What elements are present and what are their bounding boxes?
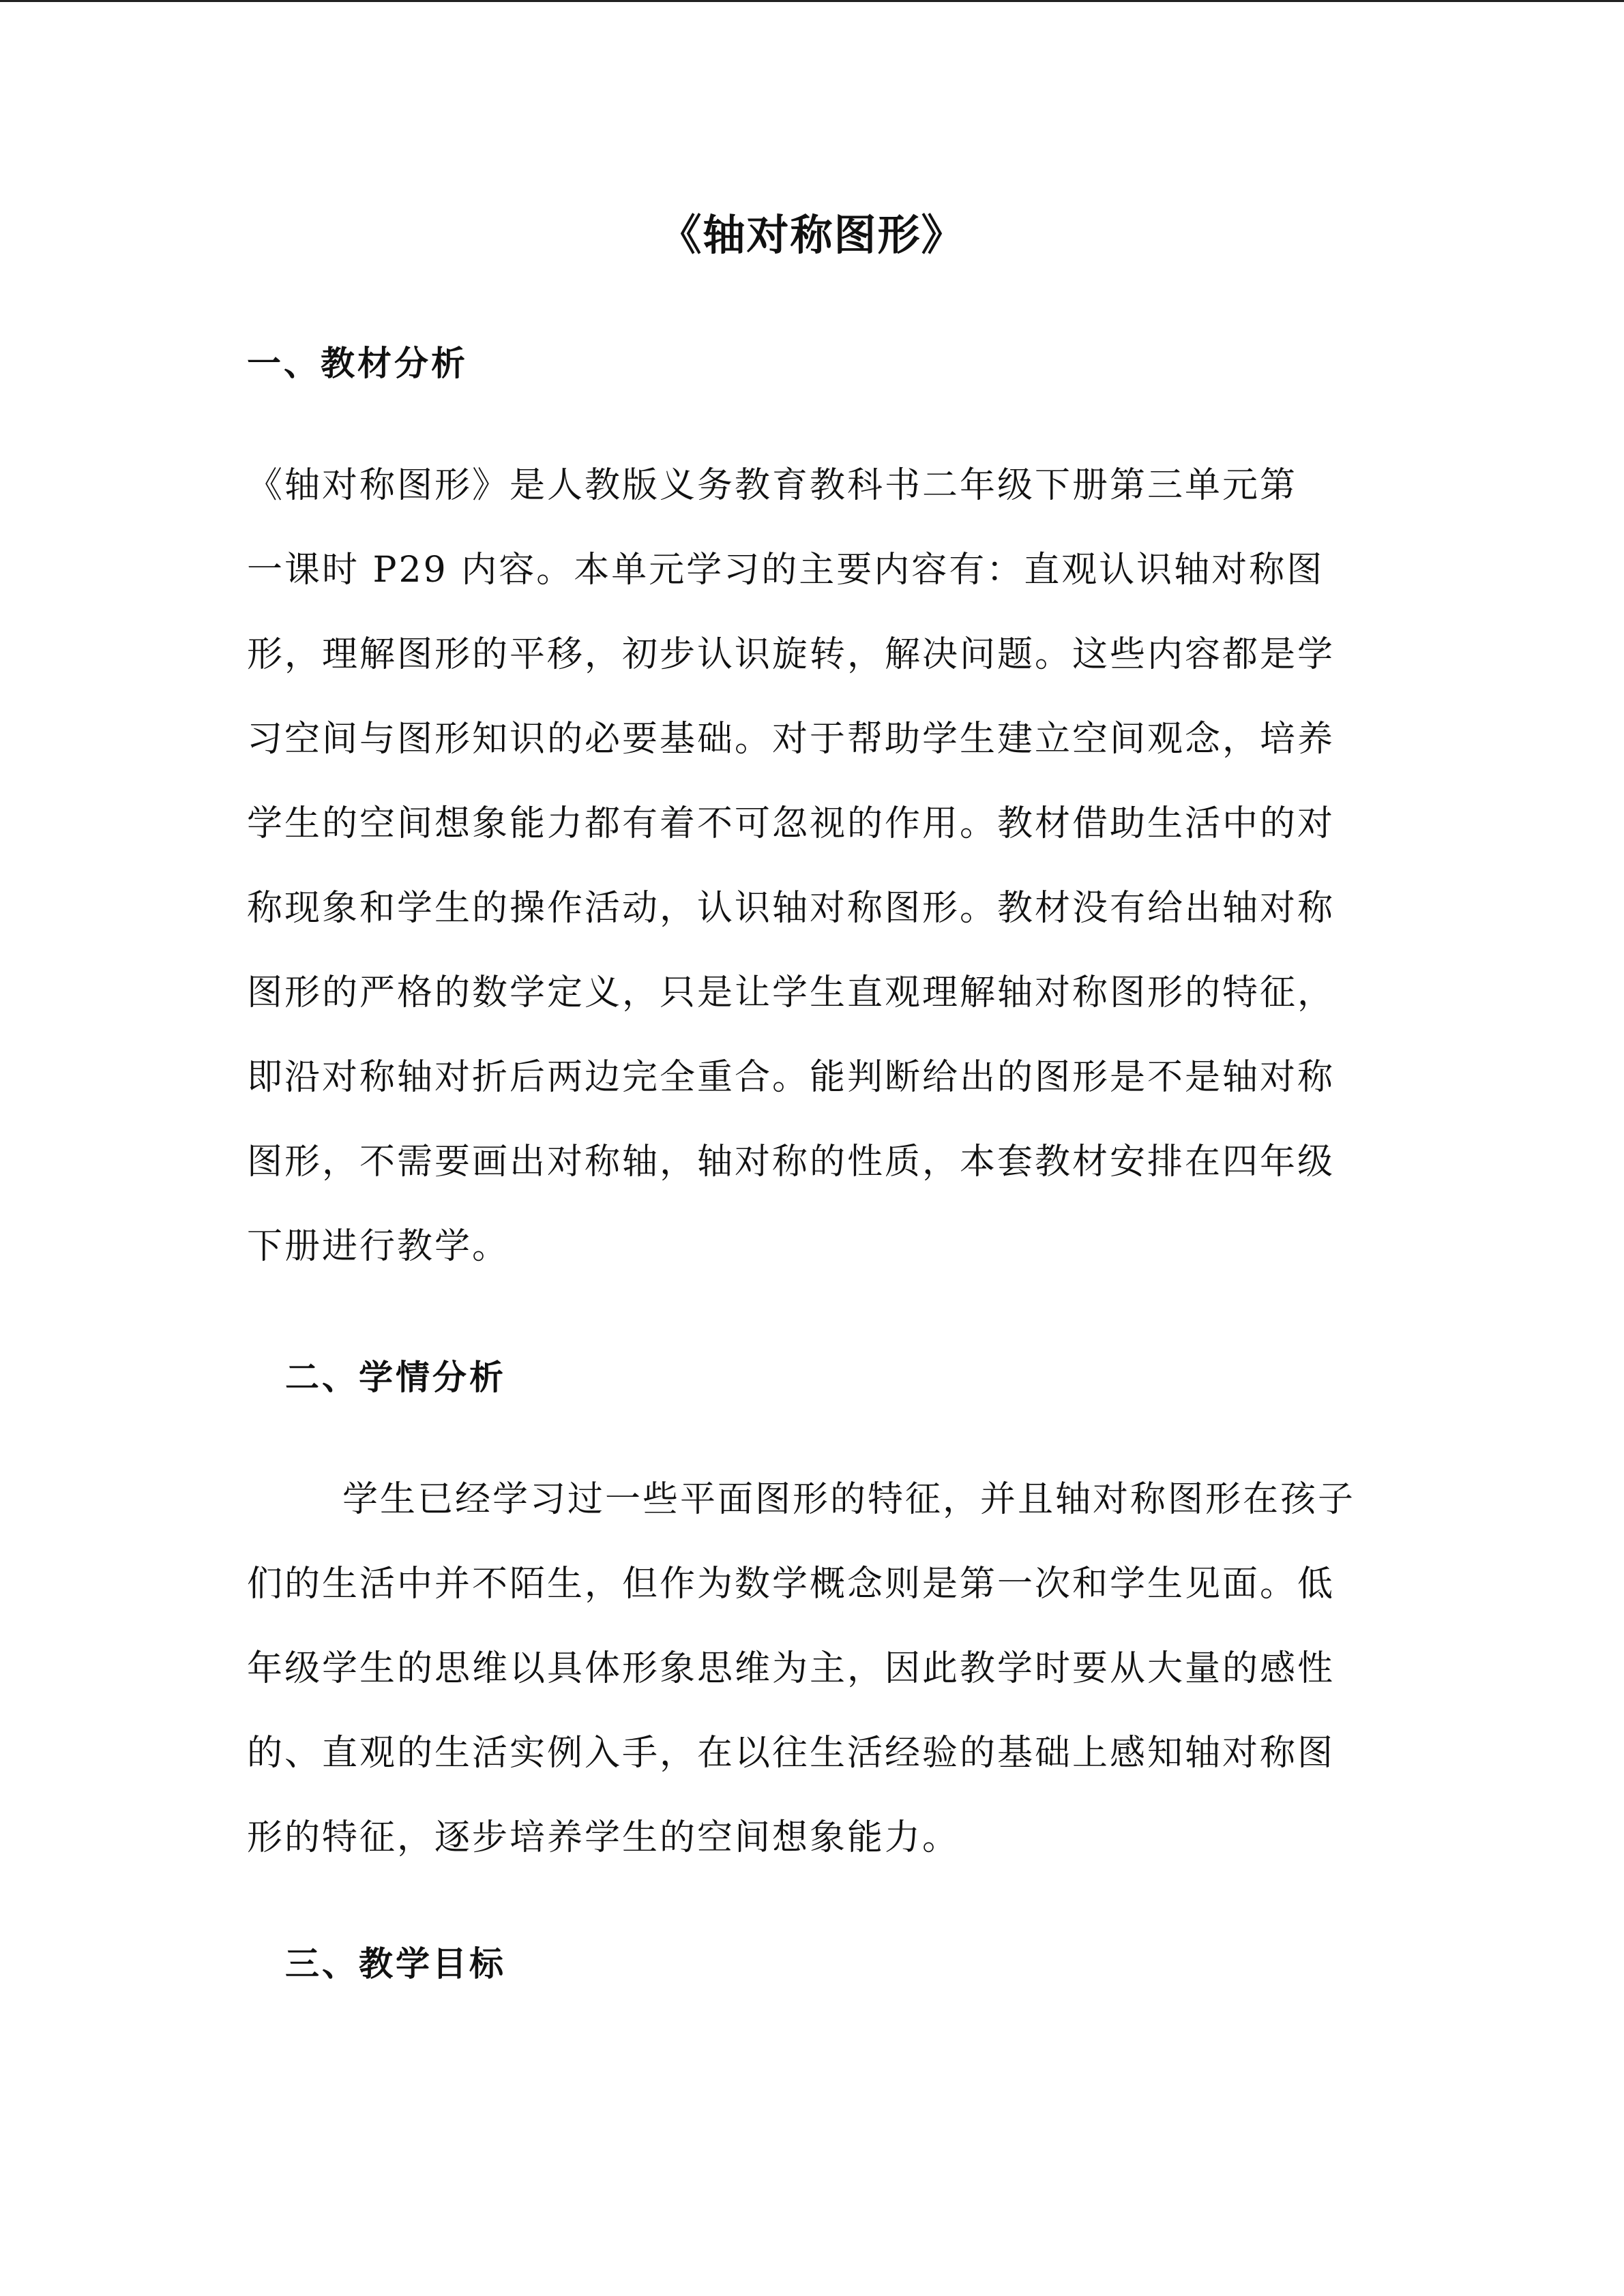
paragraph-line: 图形，不需要画出对称轴，轴对称的性质，本套教材安排在四年级 xyxy=(247,1142,1335,1182)
section-paragraph-textbook-analysis xyxy=(247,443,1393,1289)
paragraph-line: 形，理解图形的平移，初步认识旋转，解决问题。这些内容都是学 xyxy=(247,634,1335,675)
paragraph-line: 一课时 P29 内容。本单元学习的主要内容有：直观认识轴对称图 xyxy=(247,550,1325,591)
paragraph-line: 的、直观的生活实例入手，在以往生活经验的基础上感知轴对称图 xyxy=(247,1733,1335,1774)
paragraph-line: 下册进行教学。 xyxy=(247,1226,510,1267)
paragraph-line: 图形的严格的数学定义，只是让学生直观理解轴对称图形的特征， xyxy=(247,972,1335,1013)
paragraph-line: 学生的空间想象能力都有着不可忽视的作用。教材借助生活中的对 xyxy=(247,803,1335,844)
paragraph-line: 年级学生的思维以具体形象思维为主，因此教学时要从大量的感性 xyxy=(247,1648,1335,1689)
paragraph-line: 习空间与图形知识的必要基础。对于帮助学生建立空间观念，培养 xyxy=(247,719,1335,760)
document-title: 《轴对称图形》 xyxy=(659,210,965,260)
paragraph-line: 学生已经学习过一些平面图形的特征，并且轴对称图形在孩子 xyxy=(342,1479,1356,1520)
paragraph-line: 称现象和学生的操作活动，认识轴对称图形。教材没有给出轴对称 xyxy=(247,888,1335,929)
paragraph-line: 形的特征，逐步培养学生的空间想象能力。 xyxy=(247,1817,960,1858)
paragraph-line: 《轴对称图形》是人教版义务教育教科书二年级下册第三单元第 xyxy=(247,465,1298,506)
paragraph-line: 即沿对称轴对折后两边完全重合。能判断给出的图形是不是轴对称 xyxy=(247,1057,1335,1098)
paragraph-line: 们的生活中并不陌生，但作为数学概念则是第一次和学生见面。低 xyxy=(247,1564,1335,1605)
section-heading-textbook-analysis: 一、教材分析 xyxy=(247,344,468,383)
section-heading-teaching-objectives: 三、教学目标 xyxy=(285,1944,506,1984)
section-heading-learner-analysis: 二、学情分析 xyxy=(285,1358,506,1397)
section-paragraph-learner-analysis xyxy=(247,1457,1393,1880)
